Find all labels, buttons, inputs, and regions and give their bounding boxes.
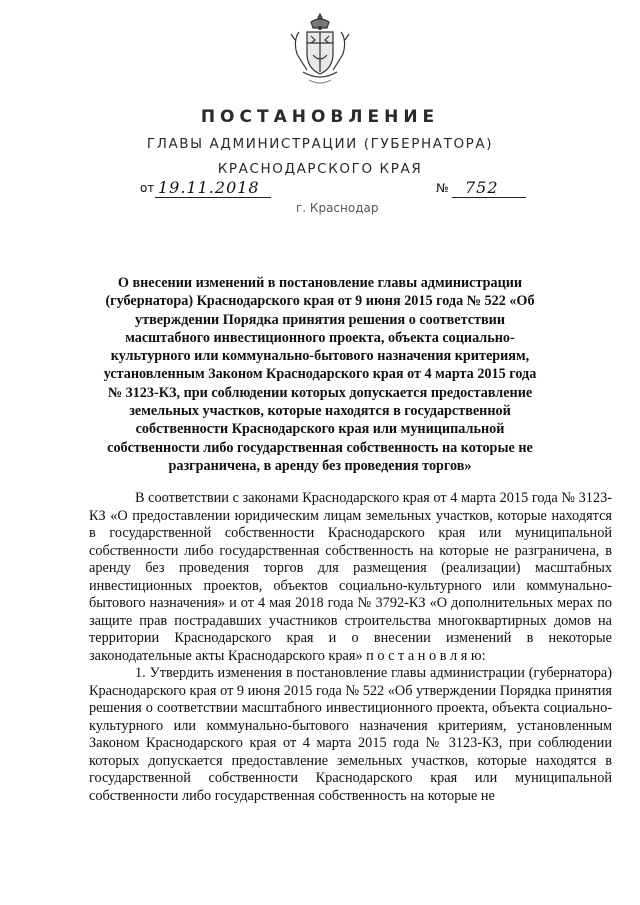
document-body — [89, 490, 612, 805]
body-paragraph-item-1: 1. Утвердить изменения в постановление главы администрации (губернатора) Краснодарского края от 9 июня 2015 года № 522 «Об утверждении Порядка принятия решения о соответствии масштабного инвестиционного проекта, объекта социально-культурного или коммунально-бытового назначения критериям, установленным Законом Краснодарского края от 4 марта 2015 года № 3123-КЗ, при соблюдении которых допускается предоставление земельных участков, которые находятся в государственной собственности Краснодарского края или муниципальной собственности либо государственная собственность на которые не — [89, 665, 612, 804]
document-title: ПОСТАНОВЛЕНИЕ — [200, 107, 440, 127]
number-underline — [452, 197, 526, 198]
coat-of-arms-emblem — [289, 10, 351, 90]
document-region: КРАСНОДАРСКОГО КРАЯ — [217, 161, 423, 177]
document-city: г. Краснодар — [296, 201, 379, 215]
document-date: 19.11.2018 — [158, 178, 260, 197]
number-prefix-label: № — [436, 181, 449, 195]
document-number: 752 — [465, 178, 499, 197]
document-subject: О внесении изменений в постановление главы администрации (губернатора) Краснодарского края от 9 июня 2015 года № 522 «Об утверждении Порядка принятия решения о соответствии масштабного инвестиционного проекта, объекта социально-культурного или коммунально-бытового назначения критериям, установленным Законом Краснодарского края от 4 марта 2015 года № 3123-КЗ, при соблюдении которых допускается предоставление земельных участков, которые находятся в государственной собственности Краснодарского края или муниципальной собственности либо государственная собственность на которые не разграничена, в аренду без проведения торгов» — [103, 275, 537, 474]
date-prefix-label: от — [140, 181, 155, 195]
document-issuer: ГЛАВЫ АДМИНИСТРАЦИИ (ГУБЕРНАТОРА) — [146, 136, 494, 152]
date-underline — [155, 197, 271, 198]
body-paragraph-preamble: В соответствии с законами Краснодарского края от 4 марта 2015 года № 3123-КЗ «О предоставлении юридическим лицам земельных участков, которые находятся в государственной собственности Краснодарского края или муниципальной собственности либо государственная собственность на которые не разграничена, в аренду без проведения торгов для размещения (реализации) масштабных инвестиционных проектов, объектов социально-культурного или коммунально-бытового назначения» и от 4 мая 2018 года № 3792-КЗ «О дополнительных мерах по защите прав пострадавших участников строительства многоквартирных домов на территории Краснодарского края и о внесении изменений в некоторые законодательные акты Краснодарского края» п о с т а н о в л я ю: — [89, 490, 612, 664]
